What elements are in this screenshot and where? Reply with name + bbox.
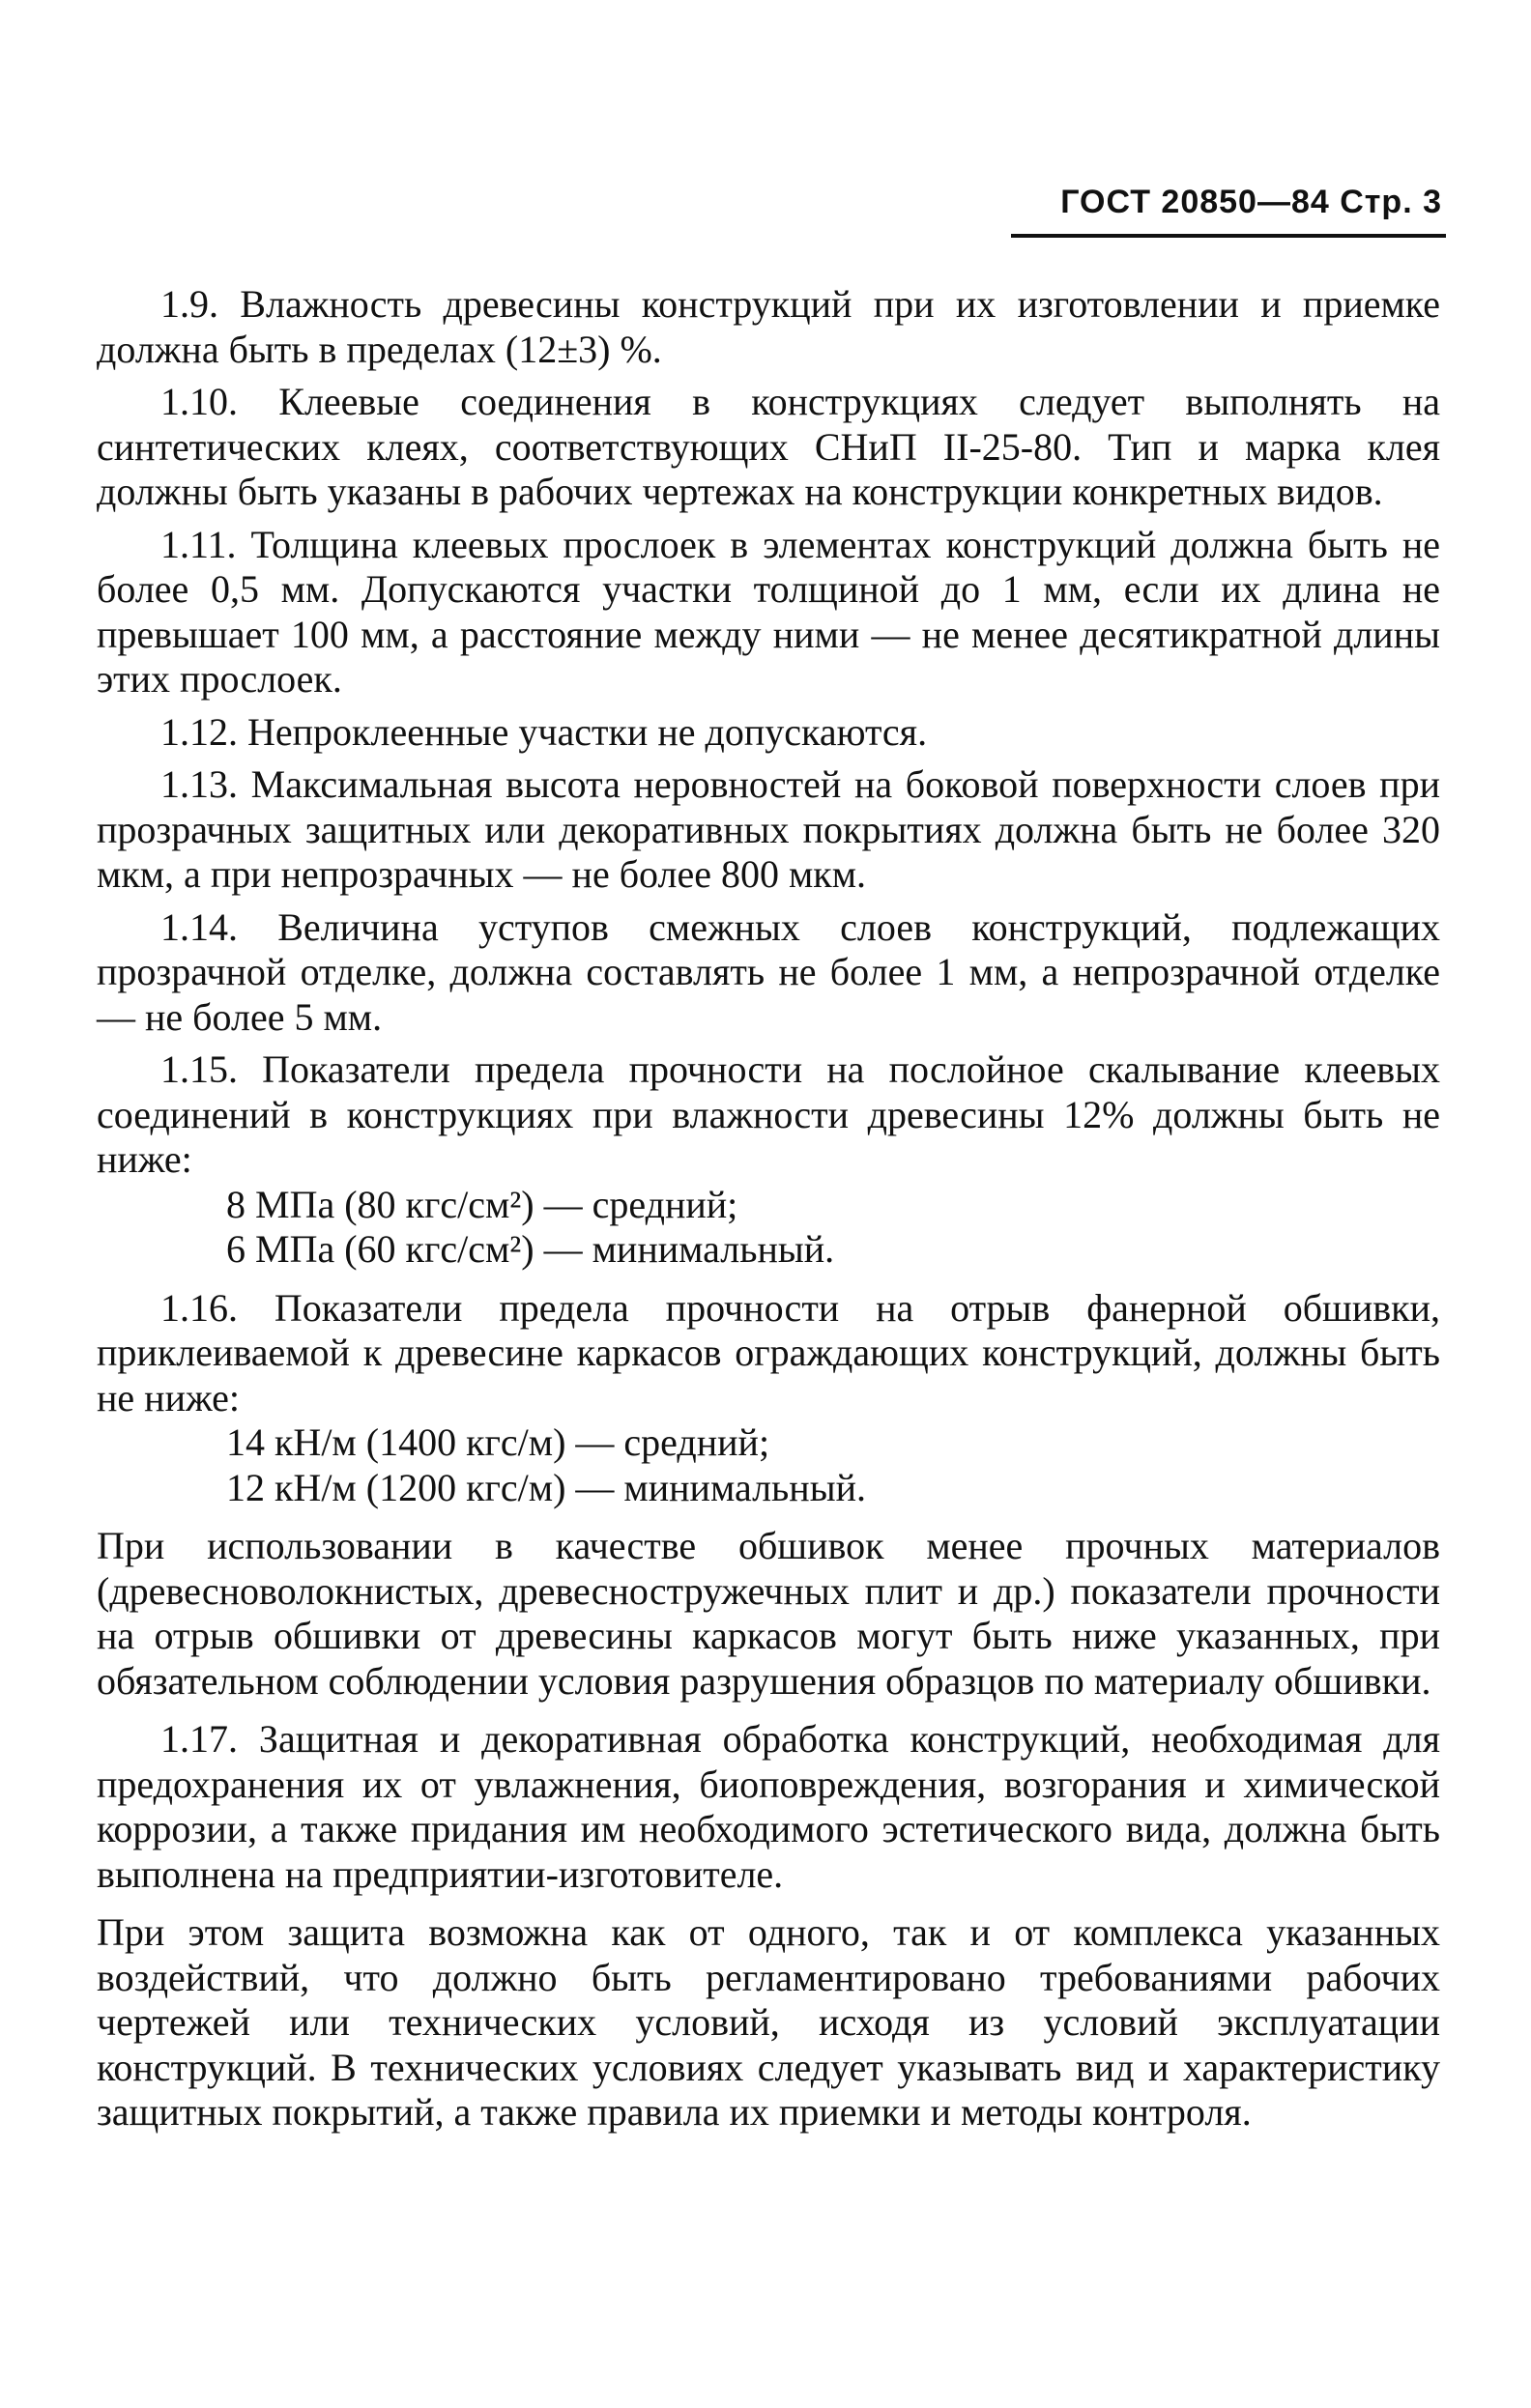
strength-minimum-line: 6 МПа (60 кгс/см²) — минимальный. — [226, 1227, 835, 1271]
paragraph-1-12: 1.12. Непроклеенные участки не допускаются. — [160, 709, 928, 754]
document-body — [97, 282, 1440, 2143]
paragraph-1-13: 1.13. Максимальная высота неровностей на боковой поверхности слоев при прозрачных защитных или декоративных покрытиях должна быть не более 320 мкм, а при непрозрачных — не более 800 мкм. — [97, 762, 1440, 896]
paragraph-1-16: 1.16. Показатели предела прочности на отрыв фанерной обшивки, приклеиваемой к древесине каркасов ограждающих конструкций, должны быть не ниже: — [97, 1285, 1440, 1419]
page-header: ГОСТ 20850—84 Стр. 3 — [1060, 184, 1442, 220]
paragraph-1-14: 1.14. Величина уступов смежных слоев конструкций, подлежащих прозрачной отделке, должна составлять не более 1 мм, а непрозрачной отделке — не более 5 мм. — [97, 904, 1440, 1039]
strength-average-line: 8 МПа (80 кгс/см²) — средний; — [226, 1182, 738, 1226]
paragraph-1-17: 1.17. Защитная и декоративная обработка конструкций, необходимая для предохранения их от увлажнения, биоповреждения, возгорания и химической коррозии, а также придания им необходимого эстетического вида, должна быть выполнена на предприятии-изготовителе. — [97, 1717, 1440, 1896]
paragraph-protection-note: При этом защита возможна как от одного, так и от комплекса указанных воздействий, что должно быть регламентировано требованиями рабочих чертежей или технических условий, исходя из условий эксплуатации конструкций. В технических условиях следует указывать вид и характеристику защитных покрытий, а также правила их приемки и методы контроля. — [97, 1910, 1440, 2134]
tear-minimum-line: 12 кН/м (1200 кгс/м) — минимальный. — [226, 1465, 866, 1509]
header-rule — [1011, 234, 1446, 238]
paragraph-1-15: 1.15. Показатели предела прочности на послойное скалывание клеевых соединений в конструкциях при влажности древесины 12% должны быть не ниже: — [97, 1047, 1440, 1181]
paragraph-1-10: 1.10. Клеевые соединения в конструкциях следует выполнять на синтетических клеях, соответствующих СНиП II-25-80. Тип и марка клея должны быть указаны в рабочих чертежах на конструкции конкретных видов. — [97, 380, 1440, 513]
paragraph-1-9: 1.9. Влажность древесины конструкций при их изготовлении и приемке должна быть в пределах (12±3) %. — [97, 282, 1440, 371]
tear-average-line: 14 кН/м (1400 кгс/м) — средний; — [226, 1420, 770, 1464]
paragraph-sheathing-note: При использовании в качестве обшивок менее прочных материалов (древесноволокнистых, древесностружечных плит и др.) показатели прочности на отрыв обшивки от древесины каркасов могут быть ниже указанных, при обязательном соблюдении условия разрушения образцов по материалу обшивки. — [97, 1524, 1440, 1703]
paragraph-1-11: 1.11. Толщина клеевых прослоек в элементах конструкций должна быть не более 0,5 мм. Допускаются участки толщиной до 1 мм, если их длина не превышает 100 мм, а расстояние между ними — не менее десятикратной длины этих прослоек. — [97, 522, 1440, 701]
